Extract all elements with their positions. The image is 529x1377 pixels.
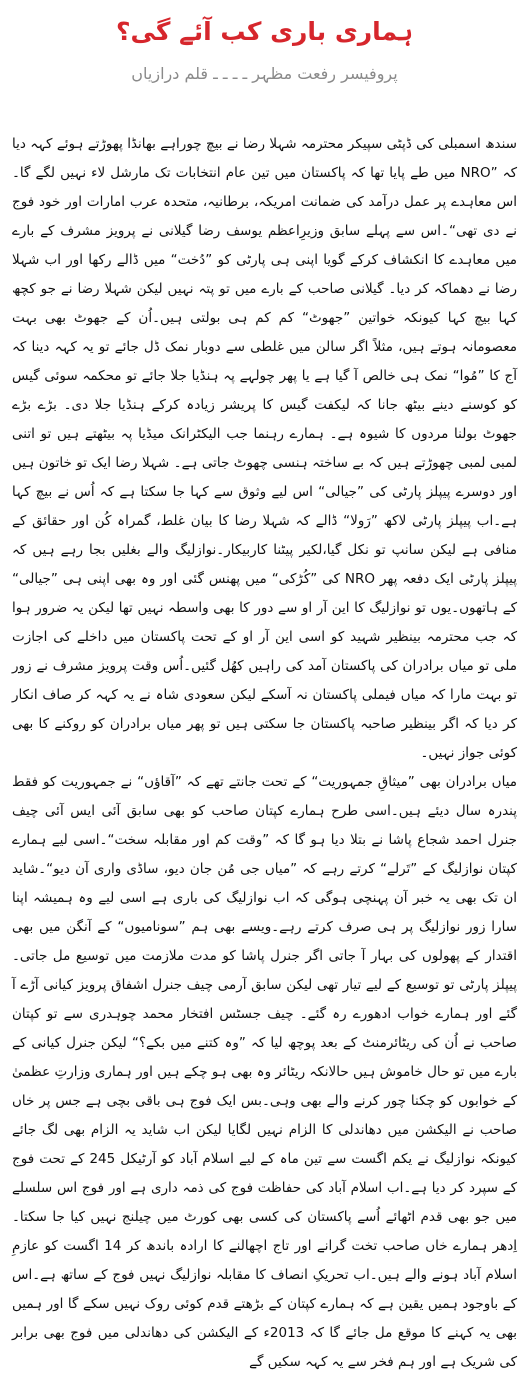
- author-byline: پروفیسر رفعت مظہر ـ ـ ـ ـ قلم درازیاں: [131, 64, 398, 83]
- article-body: [12, 130, 518, 1370]
- article-title: ہماری باری کب آئے گی؟: [116, 17, 413, 46]
- article-paragraph: میاں برادران بھی ”میثاقِ جمہوریت“ کے تحت جانتے تھے کہ ”آقاؤں“ نے جمہوریت کو فقط پندرہ سال دیئے ہیں۔اسی طرح ہمارے کپتان صاحب کو بھی سابق آئی ایس آئی چیف جنرل احمد شجاع پاشا نے بتلا دیا ہو گا کہ ”وقت کم اور مقابلہ سخت“۔اسی لیے ہمارے کپتان نوازلیگ کے ”تَرلے“ کرتے رہے کہ ”میاں جی مُن جان دیو، ساڈی واری آن دیو“۔شاید ان تک بھی یہ خبر آن پہنچی ہوگی کہ اب نوازلیگ کی باری ہے اسی لیے وہ ہمیشہ اپنا سارا زور نوازلیگ پر ہی صرف کرتے رہے۔ویسے بھی ہم ”سونامیوں“ کے آنگن میں بھی اقتدار کے پھولوں کی بہار آ جاتی اگر جنرل پاشا کو مدت ملازمت میں توسیع مل جاتی۔ پیپلز پارٹی تو توسیع کے لیے تیار تھی لیکن سابق آرمی چیف جنرل اشفاق پرویز کیانی آڑے آ گئے اور ہمارے خواب ادھورے رہ گئے۔ چیف جسٹس افتخار محمد چوہدری سے تو کپتان صاحب نے اُن کی ریٹائرمنٹ کے بعد پوچھ لیا کہ ”وہ کتنے میں بکے؟“ لیکن جنرل کیانی کے بارے میں تو حال خاموش ہیں حالانکہ ریٹائر وہ بھی ہو چکے ہیں اور ہماری وزارتِ عظمیٰ کے خوابوں کو چکنا چور کرنے والے بھی وہی۔بس ایک فوج ہی باقی بچی ہے جس پر خاں صاحب نے الیکشن میں دھاندلی کا الزام نہیں لگایا لیکن اب شاید یہ الزام بھی لگ جائے کیونکہ نوازلیگ نے یکم اگست سے تین ماہ کے لیے اسلام آباد کو آرٹیکل 245 کے تحت فوج کے سپرد کر دیا ہے۔اب اسلام آباد کی حفاظت فوج کی ذمہ داری ہے اور فوج اس سلسلے میں جو بھی قدم اٹھائے اُسے پاکستان کی کسی بھی کورٹ میں چیلنج نہیں کیا جا سکتا۔اِدھر ہمارے خاں صاحب تخت گرانے اور تاج اچھالنے کا ارادہ باندھ کر 14 اگست کو عازمِ اسلام آباد ہونے والے ہیں۔اب تحریکِ انصاف کا مقابلہ نوازلیگ نہیں فوج کے ساتھ ہے۔اس کے باوجود ہمیں یقین ہے کہ ہمارے کپتان کے بڑھتے قدم کوئی روک نہیں سکے گا اور ہمیں بھی یہ کہنے کا موقع مل جائے گا کہ 2013ء کے الیکشن کی دھاندلی میں فوج بھی برابر کی شریک ہے اور ہم فخر سے یہ کہہ سکیں گے: [12, 774, 517, 1370]
- article-paragraph: سندھ اسمبلی کی ڈپٹی سپیکر محترمہ شہلا رضا نے بیچ چوراہے بھانڈا پھوڑتے ہوئے کہہ دیا کہ ”NRO میں طے پایا تھا کہ پاکستان میں تین عام انتخابات تک مارشل لاء نہیں لگے گا۔اس معاہدے پر عمل درآمد کی ضمانت امریکہ، برطانیہ، متحدہ عرب امارات اور خود فوج نے دی تھی“۔اس سے پہلے سابق وزیرِاعظم یوسف رضا گیلانی نے پرویز مشرف کے بارے میں معاہدے کا انکشاف کرکے گویا اپنی ہی پارٹی کو ”دُخت“ میں ڈالے رکھا اور اب شہلا رضا نے دھماکہ کر دیا۔ گیلانی صاحب کے بارے میں تو پتہ نہیں لیکن شہلا رضا نے جو کچھ کہا بیچ کہا کیونکہ خواتین ”جھوٹ“ کم کم ہی بولتی ہیں۔اُن کے جھوٹ بھی بہت معصومانہ ہوتے ہیں، مثلاً اگر سالن میں غلطی سے دوبار نمک ڈل جائے تو یہ کہہ دینا کہ آج کا ”مُوا“ نمک ہی خالص آ گیا ہے یا پھر چولہے پہ ہنڈیا جلا جائے تو محکمہ سوئی گیس کو کوسنے دینے بیٹھ جانا کہ لیکفت گیس کا پریشر زیادہ کرکے ہنڈیا جلا دی۔ بڑے بڑے جھوٹ بولنا مردوں کا شیوہ ہے۔ ہمارے رہنما جب الیکٹرانک میڈیا پہ بیٹھتے ہیں تو اتنی لمبی لمبی چھوڑتے ہیں کہ بے ساختہ ہنسی چھوٹ جاتی ہے۔ شہلا رضا ایک تو خاتون ہیں اور دوسرے پیپلز پارٹی کی ”جیالی“ اس لیے وثوق سے کہا جا سکتا ہے کہ اُس نے بیچ کہا ہے۔اب پیپلز پارٹی لاکھ ”رَولا“ ڈالے کہ شہلا رضا کا بیان غلط، گمراہ کُن اور حقائق کے منافی ہے لیکن سانپ تو نکل گیا،لکیر پیٹنا کاربیکار۔نوازلیگ والے بغلیں بجا رہے ہیں کہ پیپلز پارٹی ایک دفعہ پھر NRO کی ”کُڑکی“ میں پھنس گئی اور وہ بھی اپنی ہی ”جیالی“ کے ہاتھوں۔یوں تو نوازلیگ کا این آر او سے دور کا بھی واسطہ نہیں تھا لیکن یہ ضرور ہوا کہ جب محترمہ بینظیر شہید کو اسی این آر او کے تحت پاکستان میں داخلے کی اجازت ملی تو میاں برادران کی پاکستان آمد کی راہیں کھُل گئیں۔اُس وقت پرویز مشرف نے زور تو بہت مارا کہ میاں فیملی پاکستان نہ آسکے لیکن سعودی شاہ نے یہ کہہ کر صاف انکار کر دیا کہ اگر بینظیر صاحبہ پاکستان جا سکتی ہیں تو پھر میاں برادران کو روکنے کا بھی کوئی جواز نہیں۔: [12, 136, 518, 761]
